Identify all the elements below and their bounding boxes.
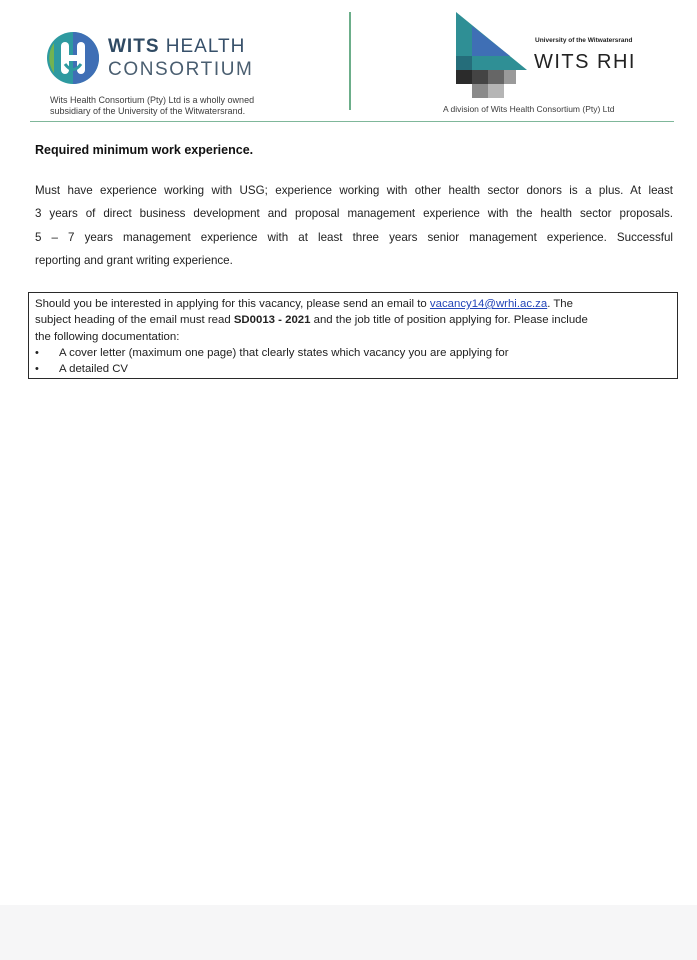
subsidiary-line-2: subsidiary of the University of the Witwatersrand. [50,106,246,116]
requirements-line: Must have experience working with USG; experience working with other health sector donors is a plus. At least [35,184,673,197]
wits-rhi-name: WITS RHI [534,51,636,73]
requirements-paragraph [35,179,673,272]
letterhead [0,0,697,124]
application-text: . The [547,298,573,310]
header-rule [30,121,674,122]
application-line-1 [35,296,671,312]
document-label: A detailed CV [59,363,129,376]
application-text: subject heading of the email must read [35,314,234,327]
university-name: University of the Witwatersrand [535,37,633,44]
requirements-line: 3 years of direct business development and proposal management experience with the health sector proposals. [35,207,673,221]
consortium-name-health: HEALTH [165,36,246,57]
wits-health-consortium-logo-icon [46,31,100,85]
application-text: and the job title of position applying for. Please include [310,314,588,327]
requirements-line: 5 – 7 years management experience with at least three years senior management experience. Successful [35,230,673,244]
consortium-name-line1 [108,36,245,58]
vacancy-email-link[interactable]: vacancy14@wrhi.ac.za [429,298,548,310]
documentation-list [35,345,671,378]
bullet-icon: • [35,346,39,359]
application-line-3: the following documentation: [35,330,180,343]
consortium-name-wits: WITS [108,36,160,57]
subsidiary-statement [50,95,310,117]
header-divider [349,12,351,110]
bullet-icon: • [35,363,39,376]
reference-code: SD0013 - 2021 [233,314,311,327]
division-statement: A division of Wits Health Consortium (Pty) Ltd [443,104,615,114]
requirements-line: reporting and grant writing experience. [35,253,233,267]
list-item [35,361,671,377]
consortium-name-line2: CONSORTIUM [108,59,254,80]
document-label: A cover letter (maximum one page) that clearly states which vacancy you are applying for [59,346,509,359]
list-item [35,345,671,361]
section-title: Required minimum work experience. [35,143,254,157]
application-instructions-box [28,292,678,379]
application-line-2 [35,312,671,328]
wits-rhi-logo-icon [452,12,527,98]
subsidiary-line-1: Wits Health Consortium (Pty) Ltd is a wholly owned [50,95,255,105]
application-text: Should you be interested in applying for this vacancy, please send an email to [35,298,430,310]
page-bottom-band [0,905,697,960]
